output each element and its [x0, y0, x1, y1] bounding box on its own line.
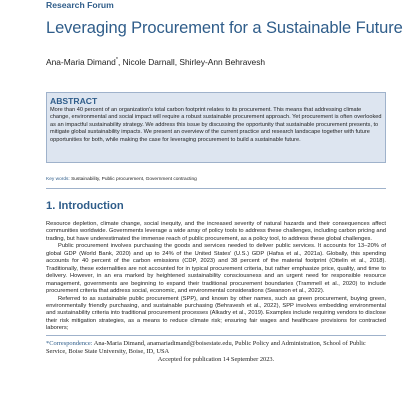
abstract-box [46, 92, 386, 163]
paragraph: Public procurement involves purchasing the goods and services needed to deliver public services. It accounts for 13–20% of global GDP (World Bank, 2020) and up to 24% of the United States' (U.S.) GDP (Hafsa et al., 2021a). Globally, this spending accounts for 40 percent of the carbon emissions (CDP, 2023) and 38 percent of the material footprint (Ottelin et al., 2018). Traditionally, these externalities are not accounted for in typical procurement criteria, but rather emphasize price, quality, and time to delivery. However, in an era marked by heightened sustainability consciousness and an urgent need for responsible resource management, governments are beginning to expand their traditional procurement boundaries (Trammell et al., 2020) to include procurement criteria that address social, economic, and environmental considerations (Swanson et al., 2022). [46, 243, 386, 295]
abstract-heading: ABSTRACT [50, 96, 98, 106]
accepted-date: Accepted for publication 14 September 2023. [157, 355, 275, 363]
abstract-text: More than 40 percent of an organization's total carbon footprint relates to its procurement. This means that addressing climate change, environmental and social impact will require a robust sustainable procurement approach. Yet procurement is often overlooked as an impactful sustainability strategy. We address this issue by discussing the opportunity that sustainable procurement presents, to mitigate global sustainability impacts. We present an overview of the current practice and research landscape together with future opportunities for both, while making the case for leveraging procurement to build a sustainable future. [50, 107, 382, 143]
correspondence-marker: * [115, 57, 118, 64]
divider-top [46, 188, 386, 189]
footnote-text: Ana-Maria Dimand, anamariadimand@boisestate.edu, Public Policy and Administration, School of Public Service, Boise State University, Boise, ID, USA [46, 340, 366, 355]
author-corresponding: Ana-Maria Dimand [46, 57, 116, 67]
paper-page [46, 0, 403, 420]
author-list [46, 57, 265, 67]
section-heading-introduction: 1. Introduction [46, 200, 124, 212]
introduction-body [46, 221, 386, 333]
footnote-label: *Correspondence: [46, 340, 93, 347]
keywords-values: Sustainability, Public procurement, Government contracting [69, 177, 197, 182]
keywords [46, 177, 197, 182]
footnote [46, 340, 386, 364]
paragraph: Referred to as sustainable public procurement (SPP), and known by other names, such as green procurement, buying green, environmentally friendly purchasing, and sustainable purchasing (Behravesh et al., 2022), SPP involves embedding environmental and sustainability criteria into traditional procurement processes (Alkadry et al., 2019). Examples include requiring vendors to disclose their risk mitigation strategies, as a means to reduce climate risk; ensuring fair wages and healthcare provisions for contracted laborers; [46, 295, 386, 332]
keywords-label: Key words: [46, 177, 70, 182]
footnote-divider [46, 335, 386, 336]
section-tag: Research Forum [46, 0, 114, 10]
paragraph: Resource depletion, climate change, social inequity, and the increased severity of natural hazards and their consequences affect communities worldwide. Governments leverage a wide array of policy tools to address these challenges, including carbon pricing and trading, but have underestimated the immense reach of public procurement, as a policy tool, to address these global challenges. [46, 221, 386, 242]
author-others: , Nicole Darnall, Shirley-Ann Behravesh [117, 57, 266, 67]
paper-title: Leveraging Procurement for a Sustainable Future [46, 19, 403, 37]
